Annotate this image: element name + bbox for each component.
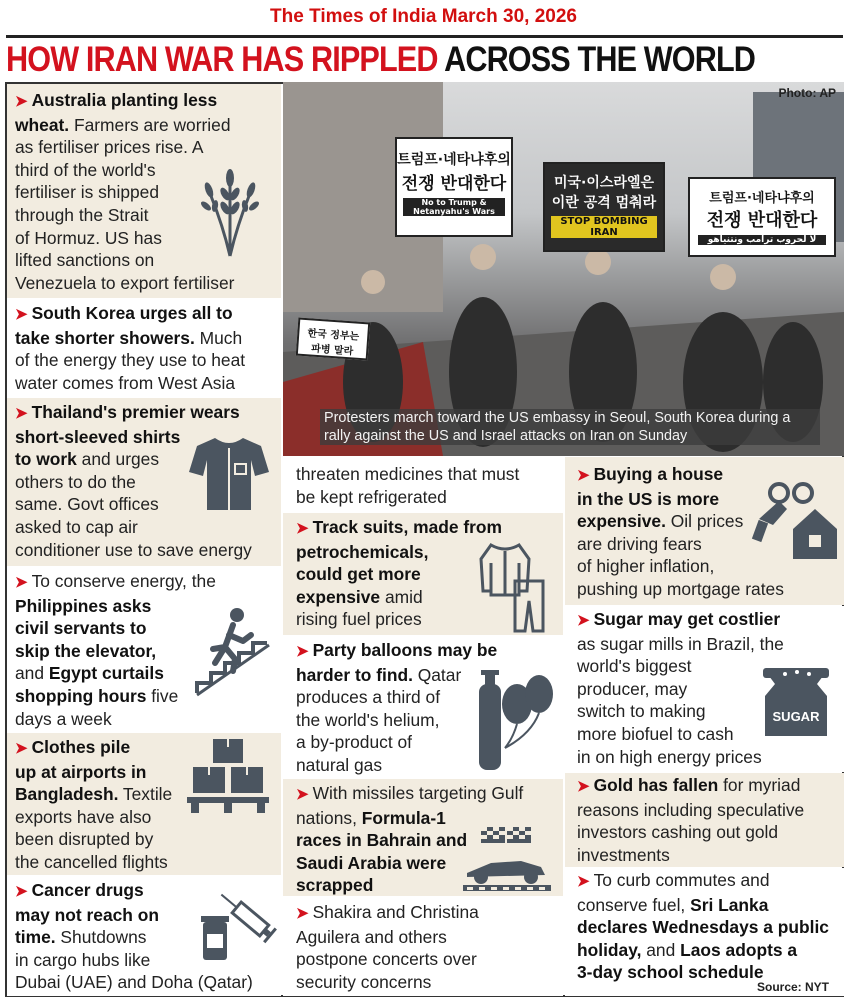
formula-l2a: nations, xyxy=(296,807,362,828)
arrow-bullet-icon: ➤ xyxy=(15,306,28,323)
arrow-bullet-icon: ➤ xyxy=(15,883,28,900)
srilanka-l1: To curb commutes and xyxy=(593,870,770,890)
arrow-bullet-icon: ➤ xyxy=(296,520,309,537)
race-car-icon xyxy=(461,823,553,893)
balloons-l1: Party balloons may be xyxy=(312,640,498,660)
shirt-icon xyxy=(187,434,271,514)
card-cancer-drugs xyxy=(7,876,281,996)
tracksuits-l3: could get more xyxy=(296,564,421,585)
house-l3: Oil prices xyxy=(665,511,744,532)
cancer-l3b: time. xyxy=(15,927,56,948)
sign3-line1: 트럼프·네타냐후의 xyxy=(709,191,815,206)
philippines-l2: Philippines asks xyxy=(15,595,152,616)
arrow-bullet-icon: ➤ xyxy=(15,405,28,422)
formula-l1: With missiles targeting Gulf xyxy=(312,783,524,803)
balloons-l5: a by-product of xyxy=(296,732,413,753)
top-rule xyxy=(6,35,843,38)
sign2-line3: STOP BOMBING IRAN xyxy=(551,216,657,238)
headline-red: HOW IRAN WAR HAS RIPPLED xyxy=(6,40,438,79)
arrow-bullet-icon: ➤ xyxy=(577,873,590,890)
sign4-line1: 한국 정부는 xyxy=(307,328,360,343)
australia-l3: as fertiliser prices rise. A xyxy=(15,137,204,158)
philippines-l3: civil servants to xyxy=(15,618,147,639)
australia-l7: of Hormuz. US has xyxy=(15,227,162,248)
arrow-bullet-icon: ➤ xyxy=(577,612,590,629)
photo-credit: Photo: AP xyxy=(778,86,836,100)
australia-l9: Venezuela to export fertiliser xyxy=(15,272,235,293)
gold-l1: for myriad xyxy=(718,775,801,795)
srilanka-l4b: holiday, xyxy=(577,939,642,960)
house-keys-icon xyxy=(749,479,839,563)
tracksuits-l4: amid xyxy=(380,586,423,607)
card-sugar xyxy=(565,606,844,772)
gold-l1b: Gold has fallen xyxy=(593,775,719,795)
thailand-l3: and urges xyxy=(76,449,160,470)
bangladesh-l3b: Bangladesh. xyxy=(15,784,119,805)
philippines-l5a: and xyxy=(15,663,49,684)
arrow-bullet-icon: ➤ xyxy=(15,93,28,110)
australia-l8: lifted sanctions on xyxy=(15,250,155,271)
arrow-bullet-icon: ➤ xyxy=(577,467,590,484)
concerts-l3: postpone concerts over xyxy=(296,949,477,970)
sugar-l4: producer, may xyxy=(577,678,688,699)
australia-l4: third of the world's xyxy=(15,159,156,180)
australia-l5: fertiliser is shipped xyxy=(15,182,160,203)
australia-l1: Australia planting less xyxy=(31,90,218,110)
arrow-bullet-icon: ➤ xyxy=(296,905,309,922)
card-concerts xyxy=(283,897,563,996)
balloons-l4: the world's helium, xyxy=(296,709,440,730)
korea-l2: Much xyxy=(194,327,243,348)
concerts-l1: Shakira and Christina xyxy=(312,902,479,922)
gold-l2: reasons including speculative xyxy=(577,799,805,820)
concerts-l2: Aguilera and others xyxy=(296,926,447,947)
sugar-l1: Sugar may get costlier xyxy=(593,609,781,629)
philippines-l6b: shopping hours xyxy=(15,685,147,706)
card-australia xyxy=(7,84,281,298)
card-thailand xyxy=(7,398,281,566)
sign1-line2: 전쟁 반대한다 xyxy=(401,174,507,194)
formula-l5: scrapped xyxy=(296,875,374,896)
caption-line2: rally against the US and Israel attacks on Iran on Sunday xyxy=(324,428,688,444)
bangladesh-l1: Clothes pile xyxy=(31,737,131,757)
gold-l4: investments xyxy=(577,844,670,865)
syringe-icon xyxy=(187,880,277,962)
card-bangladesh xyxy=(7,733,281,875)
cancer-l1: Cancer drugs xyxy=(31,880,144,900)
balloons-l3: produces a third of xyxy=(296,687,441,708)
sugar-l3: world's biggest xyxy=(577,656,692,677)
thailand-l3b: to work xyxy=(15,449,77,470)
thailand-l5: same. Govt offices xyxy=(15,494,159,515)
australia-l6: through the Strait xyxy=(15,204,149,225)
thailand-l6: asked to cap air xyxy=(15,516,138,537)
protest-sign-3 xyxy=(688,177,836,257)
card-formula-1 xyxy=(283,779,563,896)
sugar-l6: more biofuel to cash xyxy=(577,723,734,744)
source-credit: Source: NYT xyxy=(756,980,829,994)
australia-l2b: wheat. xyxy=(15,114,70,135)
sugar-l5: switch to making xyxy=(577,701,706,722)
card-gold xyxy=(565,773,844,867)
stairs-icon xyxy=(193,605,273,697)
gold-l3: investors cashing out gold xyxy=(577,822,779,843)
tracksuits-l1: Track suits, made from xyxy=(312,517,503,537)
philippines-l6: five xyxy=(146,685,179,706)
card-sri-lanka xyxy=(565,868,844,996)
house-l3b: expensive. xyxy=(577,511,666,532)
balloons-l2: Qatar xyxy=(412,664,462,685)
concerts-l4: security concerns xyxy=(296,971,432,992)
thailand-l4: others to do the xyxy=(15,471,136,492)
thailand-l1: Thailand's premier wears xyxy=(31,402,240,422)
card-philippines xyxy=(7,567,281,732)
bangladesh-l3: Textile xyxy=(118,784,173,805)
protest-photo xyxy=(283,82,844,456)
cancer-l5: Dubai (UAE) and Doha (Qatar) xyxy=(15,972,253,993)
thailand-l2: short-sleeved shirts xyxy=(15,426,181,447)
sign1-line1: 트럼프·네타냐후의 xyxy=(397,152,511,168)
tracksuits-l4b: expensive xyxy=(296,586,381,607)
card-balloons xyxy=(283,636,563,778)
house-l4: are driving fears xyxy=(577,533,702,554)
philippines-l1: To conserve energy, the xyxy=(31,571,216,591)
formula-l4: Saudi Arabia were xyxy=(296,852,447,873)
caption-line1: Protesters march toward the US embassy in Seoul, South Korea during a xyxy=(324,410,791,426)
house-l6: pushing up mortgage rates xyxy=(577,578,784,599)
protest-sign-2 xyxy=(543,162,665,252)
tracksuits-l2: petrochemicals, xyxy=(296,541,429,562)
protest-sign-1 xyxy=(395,137,513,237)
sign2-line2: 이란 공격 멈춰라 xyxy=(551,195,657,211)
cancer-l3: Shutdowns xyxy=(55,927,147,948)
tracksuit-icon xyxy=(479,541,549,633)
headline xyxy=(6,40,756,80)
srilanka-l5: 3-day school schedule xyxy=(577,962,764,983)
bangladesh-l4: exports have also xyxy=(15,806,152,827)
sign1-line3: No to Trump & Netanyahu's Wars xyxy=(403,198,505,216)
korea-l1: South Korea urges all to xyxy=(31,303,233,323)
card-house xyxy=(565,457,844,605)
srilanka-l4a: and xyxy=(641,939,681,960)
sign3-line2: 전쟁 반대한다 xyxy=(706,210,818,231)
korea-l4: water comes from West Asia xyxy=(15,372,236,393)
cancer-l4: in cargo hubs like xyxy=(15,949,151,970)
house-l5: of higher inflation, xyxy=(577,556,715,577)
house-l1: Buying a house xyxy=(593,464,724,484)
house-l2: in the US is more xyxy=(577,488,720,509)
thailand-l7: conditioner use to save energy xyxy=(15,539,252,560)
arrow-bullet-icon: ➤ xyxy=(15,574,28,591)
boxes-icon xyxy=(185,737,271,817)
sugar-l2: as sugar mills in Brazil, the xyxy=(577,633,784,654)
arrow-bullet-icon: ➤ xyxy=(296,643,309,660)
photo-scene xyxy=(283,82,844,456)
srilanka-l2b: Sri Lanka xyxy=(690,894,769,915)
sugar-bag-label: SUGAR xyxy=(772,709,820,724)
srilanka-l4c: Laos adopts a xyxy=(680,939,798,960)
sign4-line2: 파병 말라 xyxy=(310,343,354,358)
wheat-icon xyxy=(195,166,265,258)
philippines-l5b: Egypt curtails xyxy=(48,663,164,684)
philippines-l4: skip the elevator, xyxy=(15,640,157,661)
arrow-bullet-icon: ➤ xyxy=(577,778,590,795)
srilanka-l3: declares Wednesdays a public xyxy=(577,917,829,938)
arrow-bullet-icon: ➤ xyxy=(15,740,28,757)
card-track-suits xyxy=(283,513,563,635)
bangladesh-l5: been disrupted by xyxy=(15,829,154,850)
korea-l2b: take shorter showers. xyxy=(15,327,195,348)
formula-l2b: Formula-1 xyxy=(361,807,446,828)
sugar-l7: in on high energy prices xyxy=(577,746,762,767)
sign3-line3: لا لحروب ترامب ونتنياهو xyxy=(698,235,826,245)
balloons-l6: natural gas xyxy=(296,754,383,775)
headline-black: ACROSS THE WORLD xyxy=(444,40,756,79)
bangladesh-l2: up at airports in xyxy=(15,761,147,782)
sugar-bag-icon xyxy=(755,666,837,742)
card-south-korea xyxy=(7,299,281,397)
formula-l3: races in Bahrain and xyxy=(296,830,468,851)
photo-caption xyxy=(320,409,820,445)
protest-sign-4 xyxy=(296,318,370,361)
korea-l3: of the energy they use to heat xyxy=(15,350,246,371)
australia-l2: Farmers are worried xyxy=(69,114,231,135)
balloons-icon xyxy=(475,668,555,774)
cancer-l2: may not reach on xyxy=(15,904,159,925)
arrow-bullet-icon: ➤ xyxy=(296,786,309,803)
sign2-line1: 미국·이스라엘은 xyxy=(554,175,654,191)
dateline: The Times of India March 30, 2026 xyxy=(270,6,577,27)
srilanka-l2a: conserve fuel, xyxy=(577,894,691,915)
philippines-l7: days a week xyxy=(15,708,112,729)
balloons-l2b: harder to find. xyxy=(296,664,413,685)
medicines-l1: threaten medicines that must xyxy=(296,464,520,484)
bangladesh-l6: the cancelled flights xyxy=(15,851,168,872)
tracksuits-l5: rising fuel prices xyxy=(296,609,422,630)
medicines-l2: be kept refrigerated xyxy=(296,486,447,507)
card-medicines-cont xyxy=(283,457,563,512)
